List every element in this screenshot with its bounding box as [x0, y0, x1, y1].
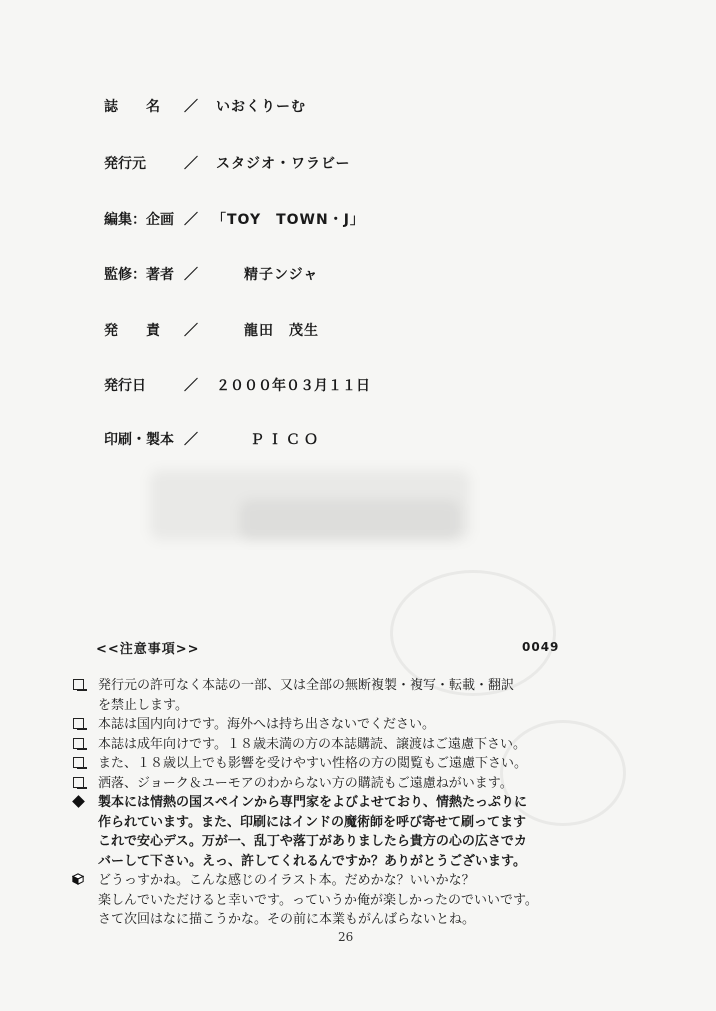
colophon-value: いおくりーむ	[216, 99, 306, 115]
colophon-separator: ／	[184, 99, 198, 115]
colophon-value: 精子ンジャ	[244, 267, 319, 283]
note-line: を禁止します。	[98, 697, 188, 713]
colophon-separator: ／	[184, 212, 198, 228]
list-item	[72, 754, 632, 774]
diamond-icon	[72, 795, 85, 808]
colophon-separator: ／	[184, 378, 198, 394]
notes-heading: <<注意事項>>	[96, 642, 200, 657]
list-item	[72, 676, 632, 715]
bleed-through-blob	[240, 500, 460, 540]
checkbox-icon	[73, 777, 84, 788]
note-line: 本誌は成年向けです。１８歳未満の方の本誌購読、譲渡はご遠慮下さい。	[98, 736, 526, 752]
colophon-label: 印刷・製本	[104, 432, 174, 448]
colophon-label: 発 責	[104, 323, 160, 339]
note-line: これで安心デス。万が一、乱丁や落丁がありましたら貴方の心の広さでカ	[98, 834, 527, 849]
notes-list	[72, 676, 632, 930]
page-number: 26	[338, 930, 354, 944]
colophon-value: スタジオ・ワラビー	[216, 156, 351, 172]
colophon-value: ２０００年０３月１１日	[216, 378, 370, 394]
checkbox-icon	[73, 679, 84, 690]
colophon-label: 発行元	[104, 156, 146, 172]
colophon-separator: ／	[184, 267, 198, 283]
list-item	[72, 774, 632, 794]
checkbox-icon	[73, 757, 84, 768]
list-item	[72, 871, 632, 930]
checkbox-icon	[73, 718, 84, 729]
checkbox-icon	[73, 738, 84, 749]
list-item	[72, 735, 632, 755]
note-line: 作られています。また、印刷にはインドの魔術師を呼び寄せて刷ってます	[98, 814, 526, 830]
note-line: どうっすかね。こんな感じのイラスト本。だめかな？いいかな？	[98, 873, 475, 888]
colophon-value: 龍田 茂生	[244, 323, 319, 339]
note-line: 洒落、ジョーク＆ユーモアのわからない方の購読もご遠慮ねがいます。	[98, 775, 513, 791]
colophon-label: 発行日	[104, 378, 146, 394]
colophon-value: 「TOY TOWN・J」	[212, 212, 365, 228]
page-code: 0049	[522, 640, 560, 654]
colophon-label: 編集：企画	[104, 212, 174, 228]
colophon-value: ＰＩＣＯ	[250, 432, 322, 448]
cube-icon	[72, 873, 84, 885]
colophon-separator: ／	[184, 432, 198, 448]
note-line: 発行元の許可なく本誌の一部、又は全部の無断複製・複写・転載・翻訳	[98, 678, 515, 693]
note-line: さて次回はなに描こうかな。その前に本業もがんばらないとね。	[98, 912, 476, 927]
note-line: また、１８歳以上でも影響を受けやすい性格の方の閲覧もご遠慮下さい。	[98, 756, 528, 771]
list-item	[72, 793, 632, 871]
colophon-separator: ／	[184, 323, 198, 339]
note-line: 製本には情熱の国スペインから専門家をよびよせており、情熱たっぷりに	[98, 795, 528, 810]
note-line: 楽しんでいただけると幸いです。っていうか俺が楽しかったのでいいです。	[98, 892, 538, 908]
colophon-label: 誌 名	[104, 99, 160, 115]
note-line: バーして下さい。えっ、許してくれるんですか？ありがとうございます。	[98, 853, 526, 869]
colophon-label: 監修：著者	[104, 267, 174, 283]
colophon-separator: ／	[184, 156, 198, 172]
note-line: 本誌は国内向けです。海外へは持ち出さないでください。	[98, 717, 435, 732]
list-item	[72, 715, 632, 735]
